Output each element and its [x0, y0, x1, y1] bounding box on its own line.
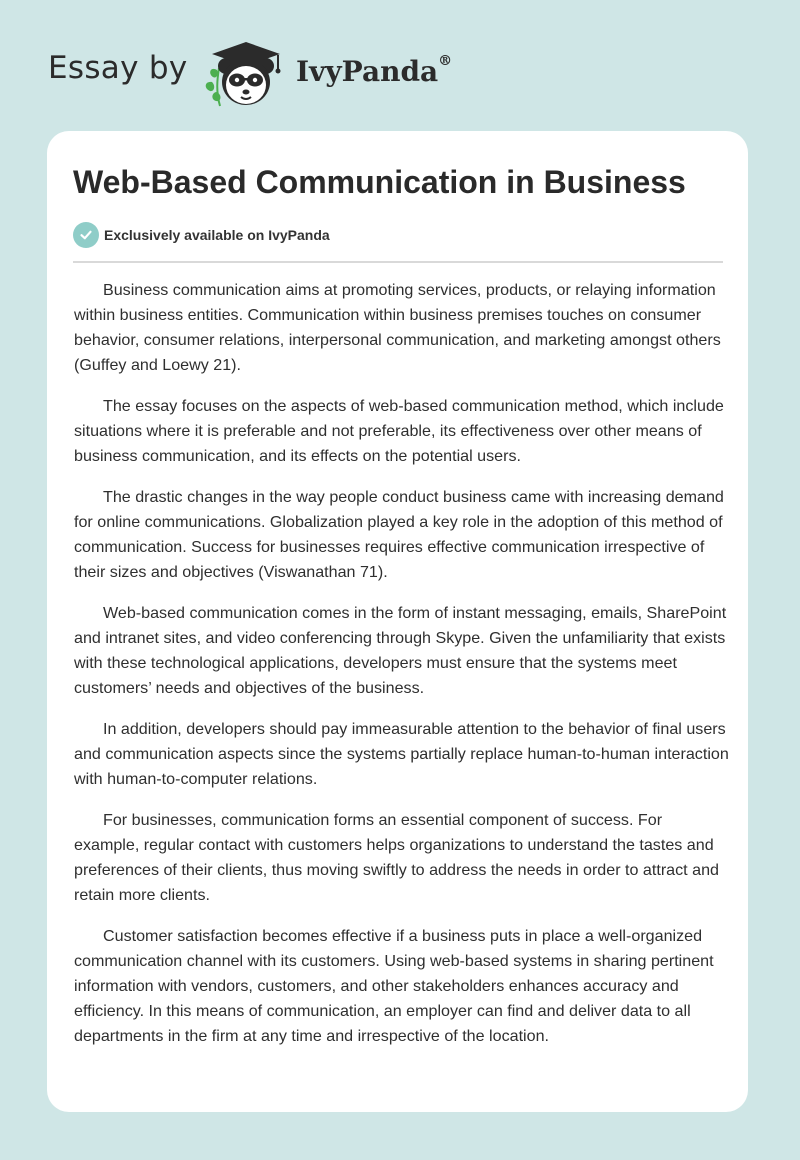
panda-graduate-logo-icon[interactable]	[200, 36, 292, 112]
check-icon	[73, 222, 99, 248]
paragraph: Business communication aims at promoting services, products, or relaying information within business entities. Communication within business premises touches on consumer behavior, consumer relations, interpersonal communication, and marketing amongst others (Guffey and Loewy 21).	[74, 281, 721, 374]
exclusive-label: Exclusively available on IvyPanda	[104, 227, 330, 243]
brand-name-text: IvyPanda	[296, 55, 439, 88]
essay-card	[47, 131, 748, 1112]
page-title: Web-Based Communication in Business	[73, 164, 686, 200]
paragraph: Web-based communication comes in the form of instant messaging, emails, SharePoint and intranet sites, and video conferencing through Skype. Given the unfamiliarity that exists with these technological applications, developers must ensure that the systems meet customers’ needs and objectives of the business.	[74, 604, 727, 697]
paragraph: For businesses, communication forms an essential component of success. For example, regular contact with customers helps organizations to understand the tastes and preferences of their clients, thus moving swiftly to address the needs in order to attract and retain more clients.	[74, 811, 719, 904]
essay-body	[74, 278, 730, 1065]
paragraph: The drastic changes in the way people conduct business came with increasing demand for online communications. Globalization played a key role in the adoption of this method of communication. Success for businesses requires effective communication irrespective of their sizes and objectives (Viswanathan 71).	[74, 488, 724, 581]
paragraph: Customer satisfaction becomes effective if a business puts in place a well-organized communication channel with its customers. Using web-based systems in sharing pertinent information with vendors, customers, and other stakeholders enhances accuracy and efficiency. In this means of communication, an employer can find and deliver data to all departments in the firm at any time and irrespective of the location.	[74, 927, 714, 1045]
essay-by-label: Essay by	[48, 50, 188, 86]
paragraph: The essay focuses on the aspects of web-based communication method, which include situations where it is preferable and not preferable, its effectiveness over other means of business communication, and its effects on the potential users.	[74, 397, 724, 465]
title-divider	[73, 261, 723, 263]
paragraph: In addition, developers should pay immeasurable attention to the behavior of final users and communication aspects since the systems partially replace human-to-human interaction with human-to-computer relations.	[74, 720, 729, 788]
brand-name[interactable]	[296, 55, 452, 88]
exclusive-badge	[73, 222, 330, 248]
site-header	[48, 36, 548, 112]
registered-mark: ®	[438, 53, 453, 69]
